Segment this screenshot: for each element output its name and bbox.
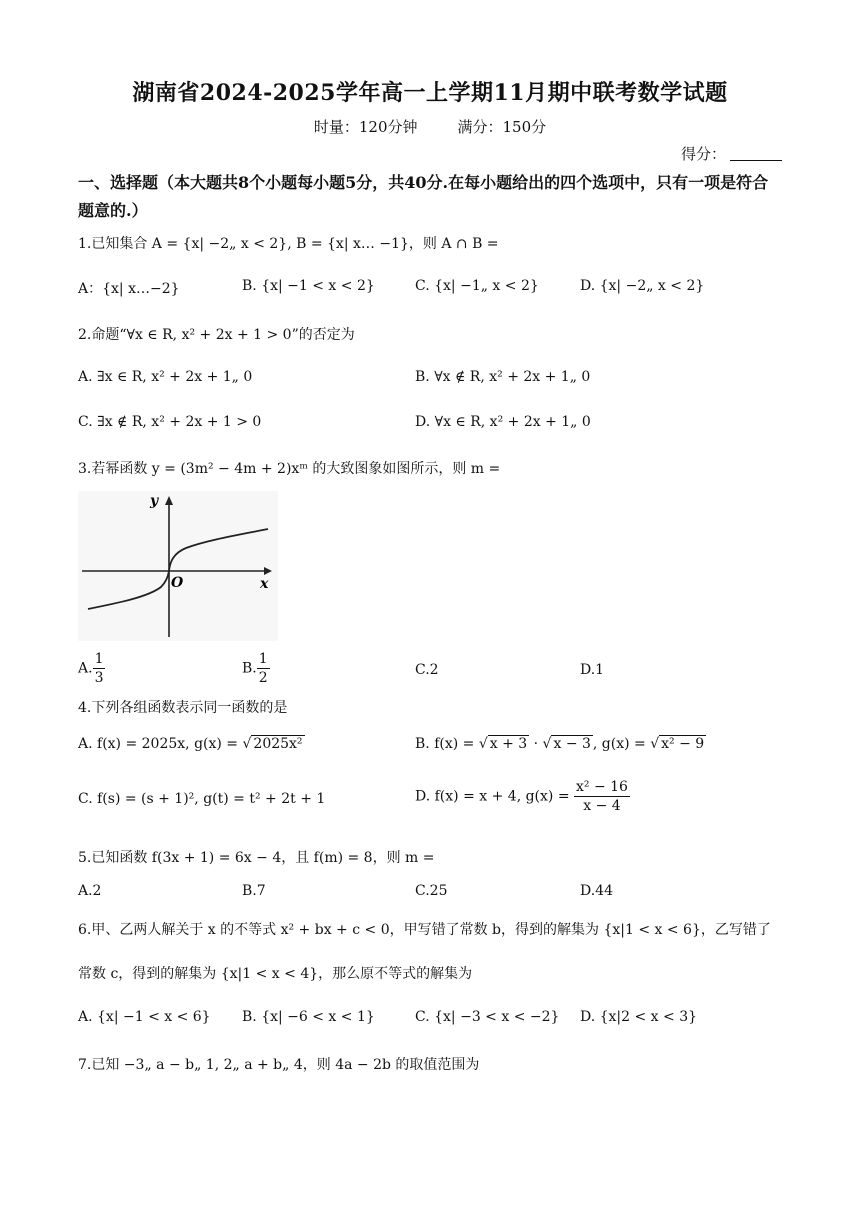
q1-option-d: D. {x| −2„ x < 2} [580, 278, 705, 294]
y-axis-label: y [150, 493, 159, 509]
q4-d-numerator: x² − 16 [576, 779, 628, 795]
q3-option-c: C.2 [415, 662, 439, 678]
question-5-stem: 5.已知函数 f(3x + 1) = 6x − 4，且 f(m) = 8，则 m = [78, 850, 435, 866]
q1-option-b: B. {x| −1 < x < 2} [242, 278, 375, 294]
q3-option-b [242, 650, 270, 687]
q3-a-denominator: 3 [94, 670, 104, 686]
q4-option-c: C. f(s) = (s + 1)², g(t) = t² + 2t + 1 [78, 791, 326, 807]
q4-b-text-2: , g(x) = [592, 736, 651, 752]
q6-option-b: B. {x| −6 < x < 1} [242, 1009, 375, 1025]
q3-option-a [78, 650, 105, 687]
q2-option-b: B. ∀x ∉ R, x² + 2x + 1„ 0 [415, 369, 591, 385]
graph-svg [78, 491, 278, 641]
question-1-stem: 1.已知集合 A = {x| −2„ x < 2}, B = {x| x… −1}，则 A ∩ B = [78, 236, 499, 252]
score-label: 得分： [680, 145, 726, 163]
time-limit: 时量：120分钟 [313, 118, 418, 136]
q3-b-prefix: B. [242, 660, 257, 677]
q4-d-denominator: x − 4 [583, 798, 621, 814]
q3-a-prefix: A. [78, 660, 93, 677]
q4-d-text: D. f(x) = x + 4, g(x) = [415, 788, 575, 805]
q2-option-c: C. ∃x ∉ R, x² + 2x + 1 > 0 [78, 414, 262, 430]
q1-option-c: C. {x| −1„ x < 2} [415, 278, 539, 294]
q5-option-c: C.25 [415, 883, 448, 899]
q4-option-d [415, 778, 630, 815]
question-6-line-2: 常数 c，得到的解集为 {x|1 < x < 4}，那么原不等式的解集为 [78, 966, 473, 982]
q3-b-denominator: 2 [258, 670, 268, 686]
full-score: 满分：150分 [457, 118, 547, 136]
q4-a-text: A. f(x) = 2025x, g(x) = [78, 736, 243, 752]
q5-option-a: A.2 [78, 883, 102, 899]
question-4-stem: 4.下列各组函数表示同一函数的是 [78, 700, 288, 716]
q3-option-d: D.1 [580, 662, 605, 678]
q1-option-a: A：{x| x…−2} [78, 281, 180, 297]
question-2-stem: 2.命题“∀x ∈ R, x² + 2x + 1 > 0”的否定为 [78, 327, 355, 343]
q5-option-b: B.7 [242, 883, 266, 899]
q2-option-d: D. ∀x ∈ R, x² + 2x + 1„ 0 [415, 414, 591, 430]
question-3-stem: 3.若幂函数 y = (3m² − 4m + 2)xᵐ 的大致图象如图所示，则 m = [78, 461, 501, 477]
question-7-stem: 7.已知 −3„ a − b„ 1, 2„ a + b„ 4，则 4a − 2b 的取值范围为 [78, 1057, 480, 1073]
q3-a-numerator: 1 [94, 651, 104, 667]
score-field [681, 143, 782, 164]
q6-option-a: A. {x| −1 < x < 6} [78, 1009, 211, 1025]
x-axis-label: x [260, 576, 269, 592]
question-6-line-1: 6.甲、乙两人解关于 x 的不等式 x² + bx + c < 0，甲写错了常数 b，得到的解集为 {x|1 < x < 6}，乙写错了 [78, 922, 771, 938]
q3-b-numerator: 1 [258, 651, 268, 667]
page-title: 湖南省2024-2025学年高一上学期11月期中联考数学试题 [132, 80, 728, 106]
q4-b-radical-2: x − 3 [553, 736, 591, 752]
q5-option-d: D.44 [580, 883, 613, 899]
q4-a-radical: 2025x² [253, 736, 303, 752]
section-heading: 一、选择题（本大题共8个小题每小题5分，共40分.在每小题给出的四个选项中，只有一项是符合题意的.） [78, 173, 769, 220]
q4-b-text: B. f(x) = [415, 736, 479, 752]
power-function-graph [78, 491, 278, 641]
q4-b-radical-3: x² − 9 [661, 736, 705, 752]
q2-option-a: A. ∃x ∈ R, x² + 2x + 1„ 0 [78, 369, 253, 385]
exam-meta [0, 116, 860, 137]
score-blank [730, 146, 782, 161]
q4-option-b: B. f(x) = √ x + 3 · √ x − 3 , g(x) = √ x² − 9 [415, 736, 705, 752]
origin-label: O [171, 575, 184, 591]
q6-option-d: D. {x|2 < x < 3} [580, 1009, 698, 1025]
q6-option-c: C. {x| −3 < x < −2} [415, 1009, 560, 1025]
q4-b-radical-1: x + 3 [489, 736, 528, 752]
q4-b-dot: · [529, 736, 543, 752]
q4-option-a: A. f(x) = 2025x, g(x) = √ 2025x² [78, 736, 303, 752]
